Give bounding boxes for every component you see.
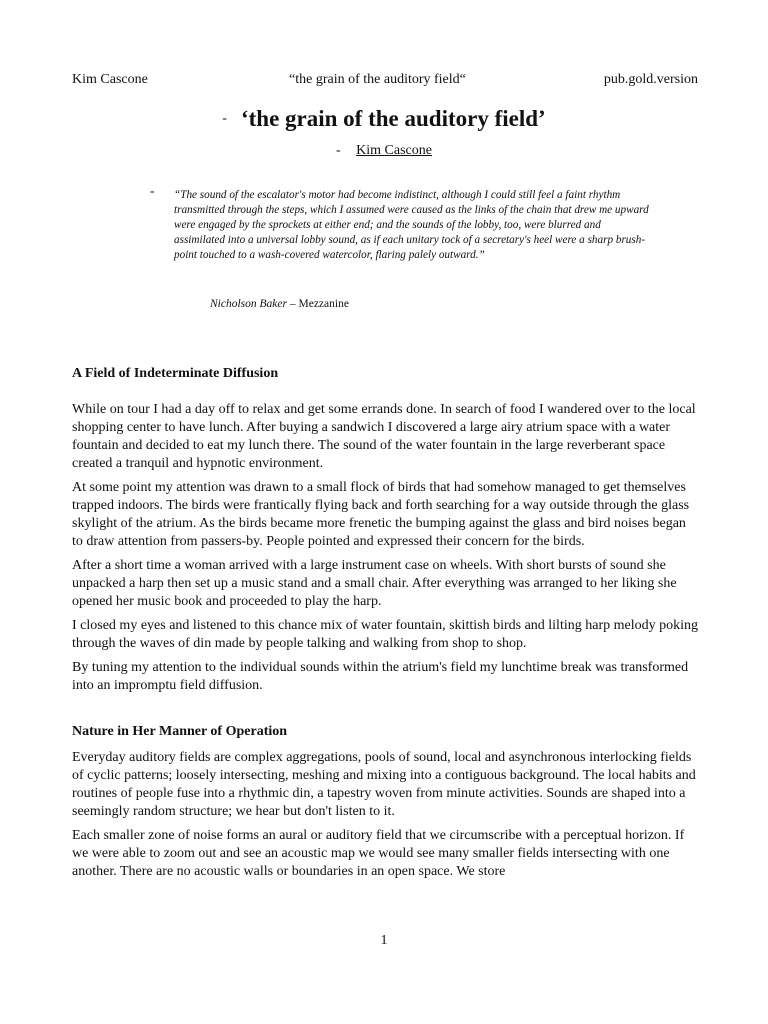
attribution-work: – Mezzanine xyxy=(286,298,349,310)
page-number: 1 xyxy=(380,933,388,948)
document-title xyxy=(0,106,768,132)
attribution-name: Nicholson Baker xyxy=(210,298,287,310)
section-heading: Nature in Her Manner of Operation xyxy=(72,724,288,739)
running-header xyxy=(72,72,698,92)
paragraph: Everyday auditory fields are complex aggregations, pools of sound, local and asynchronous interlocking fields of cyclic patterns; loosely intersecting, meshing and mixing into a contiguous background. The local habits and routines of people fuse into a rhythmic din, a tapestry woven from minute activities. Sounds are shaped into a seemingly random structure; we hear but don't listen to it. xyxy=(72,750,696,819)
epigraph xyxy=(150,184,650,263)
header-version: pub.gold.version xyxy=(603,72,698,87)
paragraph: While on tour I had a day off to relax and get some errands done. In search of food I wandered over to the local shopping center to have lunch. After buying a sandwich I discovered a large airy atrium space with a water fountain and decided to eat my lunch there. The sound of the water fountain in the large reverberant space created a tranquil and hypnotic environment. xyxy=(72,402,696,471)
paragraph: After a short time a woman arrived with a large instrument case on wheels. With short bursts of sound she unpacked a harp then set up a music stand and a small chair. After everything was arranged to her liking she opened her music book and proceeded to play the harp. xyxy=(72,558,677,609)
author-dash: - xyxy=(336,143,341,158)
author-name: Kim Cascone xyxy=(356,143,432,158)
header-author: Kim Cascone xyxy=(72,72,148,87)
paragraph: Each smaller zone of noise forms an aural or auditory field that we circumscribe with a perceptual horizon. If we were able to zoom out and see an acoustic map we would see many smaller fields intersecting with one another. There are no acoustic walls or boundaries in an open space. We store xyxy=(72,828,685,879)
epigraph-attribution xyxy=(210,298,349,310)
paragraph: By tuning my attention to the individual sounds within the atrium's field my lunchtime break was transformed into an impromptu field diffusion. xyxy=(72,660,689,693)
epigraph-quote: “The sound of the escalator's motor had become indistinct, although I could still feel a faint rhythm transmitted through the steps, which I assumed were caused as the links of the chain that drew me upward were engaged by the sprockets at either end; and the sounds of the lobby, too, were blurred and assimilated into a universal lobby sound, as if each unitary tock of a secretary's heel were a sharp brush-point touched to a wash-covered watercolor, flaring palely outward.” xyxy=(174,189,649,261)
paragraph: I closed my eyes and listened to this chance mix of water fountain, skittish birds and lilting harp melody poking through the waves of din made by people talking and walking from shop to shop. xyxy=(72,618,698,651)
title-dash: - xyxy=(222,111,227,126)
body-content xyxy=(72,365,698,887)
title-text: ‘the grain of the auditory field’ xyxy=(240,106,546,131)
header-title: “the grain of the auditory field“ xyxy=(289,72,466,87)
section-heading: A Field of Indeterminate Diffusion xyxy=(72,366,279,381)
paragraph: At some point my attention was drawn to a small flock of birds that had somehow managed to get themselves trapped indoors. The birds were frantically flying back and forth searching for a way outside through the glass skylight of the atrium. As the birds became more frenetic the bumping against the glass and bird noises began to draw attention from passers-by. People pointed and expressed their concern for the birds. xyxy=(72,480,690,549)
document-author xyxy=(0,143,768,159)
epigraph-dash: - xyxy=(150,184,155,199)
